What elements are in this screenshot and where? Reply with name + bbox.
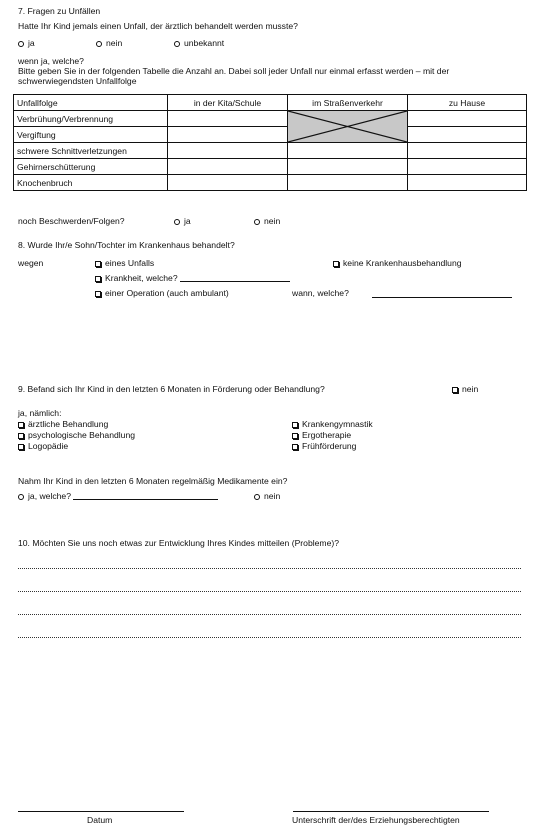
table-cell-input[interactable] xyxy=(168,175,288,191)
followup-label: noch Beschwerden/Folgen? xyxy=(18,216,125,226)
header-unfallfolge: Unfallfolge xyxy=(14,95,168,111)
answer-line[interactable] xyxy=(18,637,521,638)
checkbox-aerztliche-behandlung[interactable]: ärztliche Behandlung xyxy=(18,419,108,429)
checkbox-icon xyxy=(18,422,24,428)
followup-radio-nein[interactable]: nein xyxy=(254,216,280,226)
table-cell-input[interactable] xyxy=(288,175,408,191)
date-label: Datum xyxy=(87,815,113,825)
table-cell-input[interactable] xyxy=(168,111,288,127)
guardian-signature-label: Unterschrift der/des Erziehungsberechtigten xyxy=(292,815,460,825)
table-cell-input[interactable] xyxy=(408,127,527,143)
ja-naemlich-label: ja, nämlich: xyxy=(18,408,62,418)
radio-circle-icon xyxy=(18,494,24,500)
wann-label: wann, welche? xyxy=(292,288,349,298)
followup-radio-ja[interactable]: ja xyxy=(174,216,191,226)
checkbox-icon xyxy=(95,291,101,297)
checkbox-logopaedie[interactable]: Logopädie xyxy=(18,441,68,451)
radio-circle-icon xyxy=(254,494,260,500)
medication-question: Nahm Ihr Kind in den letzten 6 Monaten regelmäßig Medikamente ein? xyxy=(18,476,288,486)
table-cell-input[interactable] xyxy=(168,127,288,143)
radio-ja[interactable]: ja xyxy=(18,38,35,48)
checkbox-icon xyxy=(333,261,339,267)
answer-line[interactable] xyxy=(18,568,521,569)
radio-unbekannt[interactable]: unbekannt xyxy=(174,38,224,48)
section-7-question: Hatte Ihr Kind jemals einen Unfall, der ärztlich behandelt werden musste? xyxy=(18,21,298,31)
table-cell-input[interactable] xyxy=(408,111,527,127)
checkbox-icon xyxy=(18,433,24,439)
section-9-title: 9. Befand sich Ihr Kind in den letzten 6 Monaten in Förderung oder Behandlung? xyxy=(18,384,325,394)
date-signature-line[interactable] xyxy=(18,811,184,812)
cross-icon xyxy=(288,111,407,142)
checkbox-operation[interactable]: einer Operation (auch ambulant) xyxy=(95,288,229,298)
checkbox-krankengymnastik[interactable]: Krankengymnastik xyxy=(292,419,373,429)
crossed-out-cell xyxy=(288,111,408,143)
medication-radio-nein[interactable]: nein xyxy=(254,491,280,501)
checkbox-icon xyxy=(95,261,101,267)
table-row xyxy=(14,143,527,159)
table-cell-input[interactable] xyxy=(408,175,527,191)
row-label: Gehirnerschütterung xyxy=(14,159,168,175)
table-header-row xyxy=(14,95,527,111)
radio-circle-icon xyxy=(254,219,260,225)
checkbox-unfall[interactable]: eines Unfalls xyxy=(95,258,154,268)
checkbox-icon xyxy=(292,422,298,428)
table-row xyxy=(14,159,527,175)
wegen-label: wegen xyxy=(18,258,44,268)
radio-circle-icon xyxy=(96,41,102,47)
table-cell-input[interactable] xyxy=(288,143,408,159)
radio-circle-icon xyxy=(18,41,24,47)
checkbox-icon xyxy=(18,444,24,450)
checkbox-icon xyxy=(95,276,101,282)
answer-line[interactable] xyxy=(18,614,521,615)
row-label: Verbrühung/Verbrennung xyxy=(14,111,168,127)
row-label: Vergiftung xyxy=(14,127,168,143)
section-7-title: 7. Fragen zu Unfällen xyxy=(18,6,101,16)
row-label: Knochenbruch xyxy=(14,175,168,191)
radio-circle-icon xyxy=(174,41,180,47)
section-8-title: 8. Wurde Ihr/e Sohn/Tochter im Krankenhaus behandelt? xyxy=(18,240,235,250)
instruction-line-1: Bitte geben Sie in der folgenden Tabelle die Anzahl an. Dabei soll jeder Unfall nur einmal erfasst werden – mit der xyxy=(18,66,450,76)
accident-table xyxy=(13,94,527,191)
checkbox-fruehfoerderung[interactable]: Frühförderung xyxy=(292,441,356,451)
krankheit-blank[interactable] xyxy=(180,281,290,282)
radio-nein[interactable]: nein xyxy=(96,38,122,48)
checkbox-icon xyxy=(292,444,298,450)
table-row xyxy=(14,175,527,191)
table-cell-input[interactable] xyxy=(168,143,288,159)
if-yes-label: wenn ja, welche? xyxy=(18,56,84,66)
checkbox-keine-krankenhausbehandlung[interactable]: keine Krankenhausbehandlung xyxy=(333,258,462,268)
table-cell-input[interactable] xyxy=(408,159,527,175)
header-strassenverkehr: im Straßenverkehr xyxy=(288,95,408,111)
radio-circle-icon xyxy=(174,219,180,225)
table-cell-input[interactable] xyxy=(168,159,288,175)
checkbox-s9-nein[interactable]: nein xyxy=(452,384,478,394)
checkbox-icon xyxy=(292,433,298,439)
instruction-line-2: schwerwiegendsten Unfallfolge xyxy=(18,76,137,86)
table-cell-input[interactable] xyxy=(408,143,527,159)
checkbox-krankheit[interactable]: Krankheit, welche? xyxy=(95,273,290,283)
medication-blank[interactable] xyxy=(73,499,218,500)
medication-radio-ja[interactable]: ja, welche? xyxy=(18,491,218,501)
checkbox-icon xyxy=(452,387,458,393)
answer-line[interactable] xyxy=(18,591,521,592)
section-10-title: 10. Möchten Sie uns noch etwas zur Entwicklung Ihres Kindes mitteilen (Probleme)? xyxy=(18,538,339,548)
table-row xyxy=(14,111,527,127)
row-label: schwere Schnittverletzungen xyxy=(14,143,168,159)
operation-blank[interactable] xyxy=(372,288,512,298)
header-kita-schule: in der Kita/Schule xyxy=(168,95,288,111)
header-zu-hause: zu Hause xyxy=(408,95,527,111)
table-row xyxy=(14,127,527,143)
table-cell-input[interactable] xyxy=(288,159,408,175)
guardian-signature-line[interactable] xyxy=(293,811,489,812)
checkbox-psychologische-behandlung[interactable]: psychologische Behandlung xyxy=(18,430,135,440)
checkbox-ergotherapie[interactable]: Ergotherapie xyxy=(292,430,351,440)
